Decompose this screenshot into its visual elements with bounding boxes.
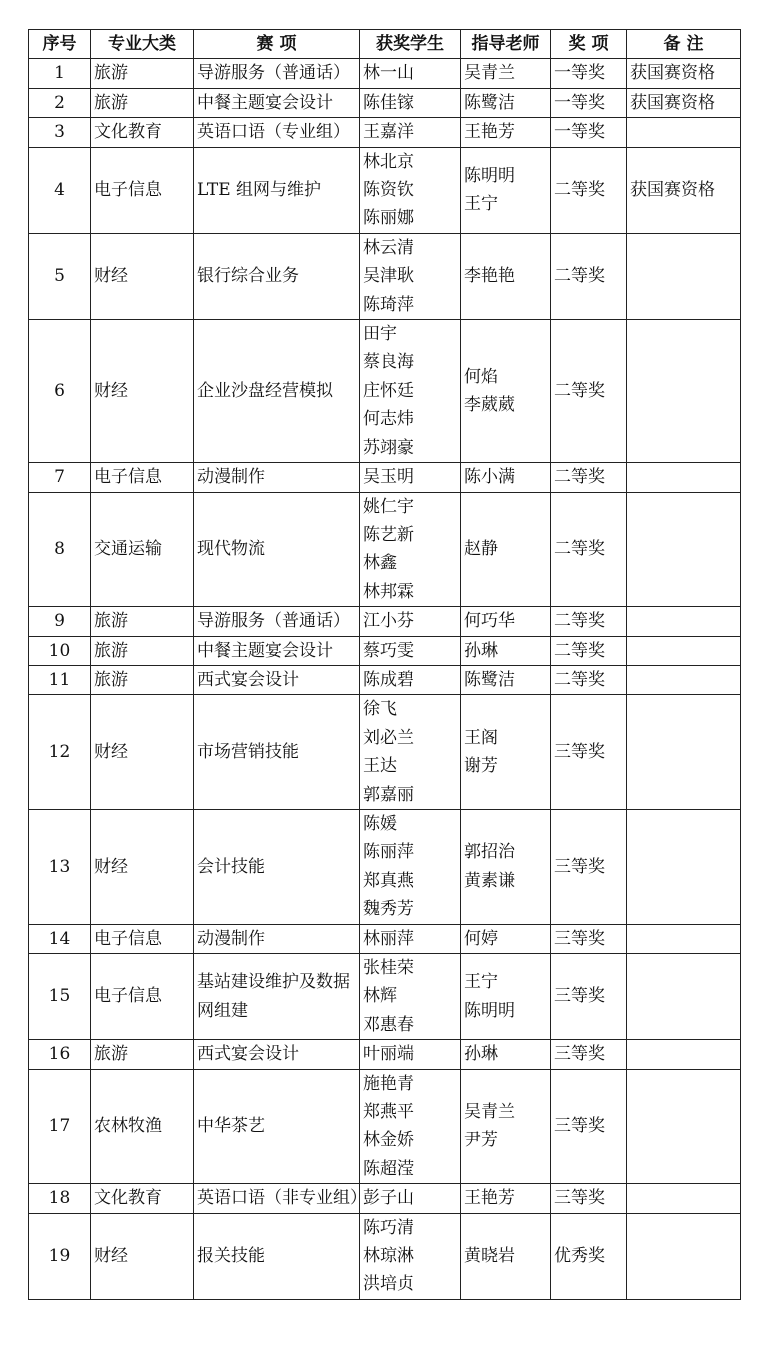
students-name: 彭子山 bbox=[363, 1188, 414, 1209]
row-number-cell: 7 bbox=[29, 463, 91, 492]
awards-table-container bbox=[28, 29, 741, 1300]
teachers-cell bbox=[461, 320, 551, 463]
teachers-cell bbox=[461, 59, 551, 88]
award-cell: 一等奖 bbox=[551, 118, 627, 147]
table-row bbox=[29, 665, 741, 694]
category-cell: 旅游 bbox=[91, 59, 194, 88]
category-cell: 交通运输 bbox=[91, 492, 194, 607]
students-cell bbox=[360, 118, 461, 147]
teachers-cell bbox=[461, 924, 551, 953]
table-row bbox=[29, 118, 741, 147]
note-cell bbox=[627, 1069, 741, 1184]
teachers-name: 何焰 bbox=[464, 366, 498, 387]
students-name: 林邦霖 bbox=[363, 581, 414, 602]
students-cell bbox=[360, 924, 461, 953]
teachers-cell bbox=[461, 118, 551, 147]
category-cell: 财经 bbox=[91, 320, 194, 463]
table-row bbox=[29, 88, 741, 117]
event-cell: 会计技能 bbox=[194, 809, 360, 924]
students-name: 陈丽娜 bbox=[363, 208, 414, 229]
students-name: 林一山 bbox=[363, 63, 414, 84]
table-row bbox=[29, 1184, 741, 1213]
students-name: 陈媛 bbox=[363, 813, 397, 834]
row-number-cell: 15 bbox=[29, 954, 91, 1040]
teachers-name: 黄素谦 bbox=[464, 870, 515, 891]
teachers-name: 王艳芳 bbox=[464, 122, 515, 143]
note-cell bbox=[627, 607, 741, 636]
row-number-cell: 9 bbox=[29, 607, 91, 636]
teachers-cell bbox=[461, 954, 551, 1040]
event-cell: 西式宴会设计 bbox=[194, 1040, 360, 1069]
row-number-cell: 6 bbox=[29, 320, 91, 463]
table-header-row bbox=[29, 30, 741, 59]
note-cell bbox=[627, 924, 741, 953]
note-cell bbox=[627, 954, 741, 1040]
students-name: 姚仁宇 bbox=[363, 496, 414, 517]
students-cell bbox=[360, 463, 461, 492]
category-cell: 财经 bbox=[91, 1213, 194, 1299]
teachers-name: 王阁 bbox=[464, 727, 498, 748]
students-cell bbox=[360, 695, 461, 810]
students-name: 陈丽萍 bbox=[363, 842, 414, 863]
teachers-name: 陈明明 bbox=[464, 1000, 515, 1021]
row-number-cell: 18 bbox=[29, 1184, 91, 1213]
row-number-cell: 12 bbox=[29, 695, 91, 810]
students-name: 林云清 bbox=[363, 237, 414, 258]
students-name: 江小芬 bbox=[363, 611, 414, 632]
table-row bbox=[29, 924, 741, 953]
category-cell: 电子信息 bbox=[91, 147, 194, 233]
students-name: 何志炜 bbox=[363, 409, 414, 430]
students-name: 林金娇 bbox=[363, 1130, 414, 1151]
teachers-name: 吴青兰 bbox=[464, 1102, 515, 1123]
award-cell: 三等奖 bbox=[551, 1040, 627, 1069]
students-name: 郑燕平 bbox=[363, 1102, 414, 1123]
table-row bbox=[29, 59, 741, 88]
row-number-cell: 10 bbox=[29, 636, 91, 665]
note-cell bbox=[627, 1184, 741, 1213]
students-cell bbox=[360, 809, 461, 924]
award-cell: 三等奖 bbox=[551, 695, 627, 810]
award-cell: 一等奖 bbox=[551, 88, 627, 117]
event-cell: 中餐主题宴会设计 bbox=[194, 636, 360, 665]
row-number-cell: 11 bbox=[29, 665, 91, 694]
note-cell: 获国赛资格 bbox=[627, 88, 741, 117]
event-cell: 中餐主题宴会设计 bbox=[194, 88, 360, 117]
students-name: 庄怀廷 bbox=[363, 380, 414, 401]
row-number-cell: 1 bbox=[29, 59, 91, 88]
award-cell: 二等奖 bbox=[551, 607, 627, 636]
row-number-cell: 2 bbox=[29, 88, 91, 117]
students-name: 吴玉明 bbox=[363, 467, 414, 488]
category-cell: 旅游 bbox=[91, 636, 194, 665]
row-number-cell: 16 bbox=[29, 1040, 91, 1069]
header-teachers: 指导老师 bbox=[461, 30, 551, 59]
teachers-cell bbox=[461, 88, 551, 117]
students-name: 陈巧清 bbox=[363, 1217, 414, 1238]
note-cell bbox=[627, 320, 741, 463]
category-cell: 旅游 bbox=[91, 88, 194, 117]
teachers-cell bbox=[461, 147, 551, 233]
teachers-name: 王宁 bbox=[464, 972, 498, 993]
table-row bbox=[29, 1213, 741, 1299]
students-cell bbox=[360, 59, 461, 88]
header-note: 备 注 bbox=[627, 30, 741, 59]
note-cell bbox=[627, 809, 741, 924]
teachers-name: 王艳芳 bbox=[464, 1188, 515, 1209]
teachers-name: 陈明明 bbox=[464, 165, 515, 186]
teachers-cell bbox=[461, 1040, 551, 1069]
teachers-cell bbox=[461, 695, 551, 810]
event-cell: 导游服务（普通话） bbox=[194, 607, 360, 636]
table-row bbox=[29, 1040, 741, 1069]
event-cell: 西式宴会设计 bbox=[194, 665, 360, 694]
note-cell bbox=[627, 1040, 741, 1069]
teachers-cell bbox=[461, 636, 551, 665]
students-cell bbox=[360, 147, 461, 233]
table-row bbox=[29, 607, 741, 636]
students-cell bbox=[360, 492, 461, 607]
students-name: 张桂荣 bbox=[363, 958, 414, 978]
category-cell: 财经 bbox=[91, 809, 194, 924]
students-cell bbox=[360, 954, 461, 1040]
teachers-name: 何婷 bbox=[464, 928, 498, 949]
event-cell: 英语口语（专业组） bbox=[194, 118, 360, 147]
teachers-cell bbox=[461, 233, 551, 319]
event-cell: 动漫制作 bbox=[194, 463, 360, 492]
students-name: 林辉 bbox=[363, 986, 397, 1007]
students-cell bbox=[360, 320, 461, 463]
note-cell bbox=[627, 1213, 741, 1299]
award-cell: 优秀奖 bbox=[551, 1213, 627, 1299]
category-cell: 电子信息 bbox=[91, 954, 194, 1040]
event-cell: 导游服务（普通话） bbox=[194, 59, 360, 88]
event-cell: 动漫制作 bbox=[194, 924, 360, 953]
students-name: 王达 bbox=[363, 756, 397, 777]
row-number-cell: 5 bbox=[29, 233, 91, 319]
students-name: 田宇 bbox=[363, 324, 397, 345]
event-cell: 英语口语（非专业组） bbox=[194, 1184, 360, 1213]
award-cell: 三等奖 bbox=[551, 1069, 627, 1184]
note-cell: 获国赛资格 bbox=[627, 147, 741, 233]
note-cell bbox=[627, 665, 741, 694]
category-cell: 旅游 bbox=[91, 1040, 194, 1069]
teachers-name: 陈鹭洁 bbox=[464, 92, 515, 113]
note-cell bbox=[627, 118, 741, 147]
teachers-name: 吴青兰 bbox=[464, 63, 515, 84]
table-row bbox=[29, 492, 741, 607]
teachers-cell bbox=[461, 665, 551, 694]
award-cell: 二等奖 bbox=[551, 492, 627, 607]
students-name: 蔡良海 bbox=[363, 352, 414, 373]
students-name: 蔡巧雯 bbox=[363, 640, 414, 661]
students-cell bbox=[360, 607, 461, 636]
teachers-cell bbox=[461, 809, 551, 924]
table-row bbox=[29, 320, 741, 463]
header-event: 赛 项 bbox=[194, 30, 360, 59]
category-cell: 电子信息 bbox=[91, 924, 194, 953]
note-cell bbox=[627, 463, 741, 492]
row-number-cell: 17 bbox=[29, 1069, 91, 1184]
students-name: 林琼淋 bbox=[363, 1246, 414, 1267]
students-name: 陈超滢 bbox=[363, 1158, 414, 1179]
note-cell bbox=[627, 233, 741, 319]
table-row bbox=[29, 954, 741, 1040]
event-cell: 基站建设维护及数据网组建 bbox=[194, 954, 360, 1040]
award-cell: 二等奖 bbox=[551, 147, 627, 233]
awards-table bbox=[28, 29, 741, 1300]
category-cell: 电子信息 bbox=[91, 463, 194, 492]
teachers-name: 尹芳 bbox=[464, 1130, 498, 1151]
category-cell: 旅游 bbox=[91, 665, 194, 694]
teachers-name: 黄晓岩 bbox=[464, 1246, 515, 1267]
award-cell: 一等奖 bbox=[551, 59, 627, 88]
header-award: 奖 项 bbox=[551, 30, 627, 59]
award-cell: 三等奖 bbox=[551, 809, 627, 924]
teachers-name: 何巧华 bbox=[464, 611, 515, 632]
teachers-name: 郭招治 bbox=[464, 842, 515, 863]
note-cell: 获国赛资格 bbox=[627, 59, 741, 88]
note-cell bbox=[627, 636, 741, 665]
event-cell: 报关技能 bbox=[194, 1213, 360, 1299]
table-row bbox=[29, 809, 741, 924]
category-cell: 农林牧渔 bbox=[91, 1069, 194, 1184]
students-name: 刘必兰 bbox=[363, 727, 414, 748]
teachers-cell bbox=[461, 607, 551, 636]
students-name: 魏秀芳 bbox=[363, 899, 414, 920]
award-cell: 三等奖 bbox=[551, 1184, 627, 1213]
teachers-cell bbox=[461, 1184, 551, 1213]
students-cell bbox=[360, 1069, 461, 1184]
students-cell bbox=[360, 665, 461, 694]
row-number-cell: 14 bbox=[29, 924, 91, 953]
students-name: 郑真燕 bbox=[363, 870, 414, 891]
students-name: 陈成碧 bbox=[363, 669, 414, 690]
row-number-cell: 8 bbox=[29, 492, 91, 607]
teachers-name: 陈小满 bbox=[464, 467, 515, 488]
category-cell: 文化教育 bbox=[91, 1184, 194, 1213]
event-cell: 市场营销技能 bbox=[194, 695, 360, 810]
table-row bbox=[29, 1069, 741, 1184]
table-row bbox=[29, 147, 741, 233]
students-name: 施艳青 bbox=[363, 1073, 414, 1094]
students-name: 王嘉洋 bbox=[363, 122, 414, 143]
table-row bbox=[29, 233, 741, 319]
row-number-cell: 13 bbox=[29, 809, 91, 924]
award-cell: 二等奖 bbox=[551, 665, 627, 694]
row-number-cell: 3 bbox=[29, 118, 91, 147]
students-name: 陈佳镓 bbox=[363, 92, 414, 113]
teachers-cell bbox=[461, 492, 551, 607]
row-number-cell: 4 bbox=[29, 147, 91, 233]
table-row bbox=[29, 695, 741, 810]
award-cell: 二等奖 bbox=[551, 636, 627, 665]
students-name: 邓惠春 bbox=[363, 1014, 414, 1035]
event-cell: 现代物流 bbox=[194, 492, 360, 607]
students-cell bbox=[360, 233, 461, 319]
note-cell bbox=[627, 695, 741, 810]
students-cell bbox=[360, 1213, 461, 1299]
students-name: 陈琦萍 bbox=[363, 294, 414, 315]
event-cell: 中华茶艺 bbox=[194, 1069, 360, 1184]
note-cell bbox=[627, 492, 741, 607]
award-cell: 三等奖 bbox=[551, 924, 627, 953]
category-cell: 财经 bbox=[91, 233, 194, 319]
teachers-name: 李葳葳 bbox=[464, 395, 515, 416]
category-cell: 财经 bbox=[91, 695, 194, 810]
award-cell: 三等奖 bbox=[551, 954, 627, 1040]
teachers-name: 孙琳 bbox=[464, 640, 498, 661]
teachers-cell bbox=[461, 463, 551, 492]
students-name: 徐飞 bbox=[363, 699, 397, 720]
students-name: 林丽萍 bbox=[363, 928, 414, 949]
table-row bbox=[29, 463, 741, 492]
header-category: 专业大类 bbox=[91, 30, 194, 59]
award-cell: 二等奖 bbox=[551, 463, 627, 492]
teachers-name: 陈鹭洁 bbox=[464, 669, 515, 690]
teachers-name: 赵静 bbox=[464, 539, 498, 560]
category-cell: 旅游 bbox=[91, 607, 194, 636]
award-cell: 二等奖 bbox=[551, 233, 627, 319]
students-name: 叶丽端 bbox=[363, 1044, 414, 1065]
teachers-name: 谢芳 bbox=[464, 756, 498, 777]
students-name: 陈艺新 bbox=[363, 524, 414, 545]
event-cell: 企业沙盘经营模拟 bbox=[194, 320, 360, 463]
table-row bbox=[29, 636, 741, 665]
teachers-name: 王宁 bbox=[464, 194, 498, 215]
students-name: 林鑫 bbox=[363, 553, 397, 574]
event-cell: 银行综合业务 bbox=[194, 233, 360, 319]
students-cell bbox=[360, 1184, 461, 1213]
category-cell: 文化教育 bbox=[91, 118, 194, 147]
students-name: 吴津耿 bbox=[363, 266, 414, 287]
students-name: 陈资钦 bbox=[363, 180, 414, 201]
award-cell: 二等奖 bbox=[551, 320, 627, 463]
students-cell bbox=[360, 636, 461, 665]
teachers-cell bbox=[461, 1213, 551, 1299]
teachers-name: 孙琳 bbox=[464, 1044, 498, 1065]
teachers-name: 李艳艳 bbox=[464, 266, 515, 287]
teachers-cell bbox=[461, 1069, 551, 1184]
event-cell: LTE 组网与维护 bbox=[194, 147, 360, 233]
header-no: 序号 bbox=[29, 30, 91, 59]
students-cell bbox=[360, 1040, 461, 1069]
students-name: 林北京 bbox=[363, 151, 414, 172]
students-name: 郭嘉丽 bbox=[363, 784, 414, 805]
students-cell bbox=[360, 88, 461, 117]
students-name: 苏翊豪 bbox=[363, 437, 414, 458]
header-students: 获奖学生 bbox=[360, 30, 461, 59]
students-name: 洪培贞 bbox=[363, 1274, 414, 1295]
row-number-cell: 19 bbox=[29, 1213, 91, 1299]
